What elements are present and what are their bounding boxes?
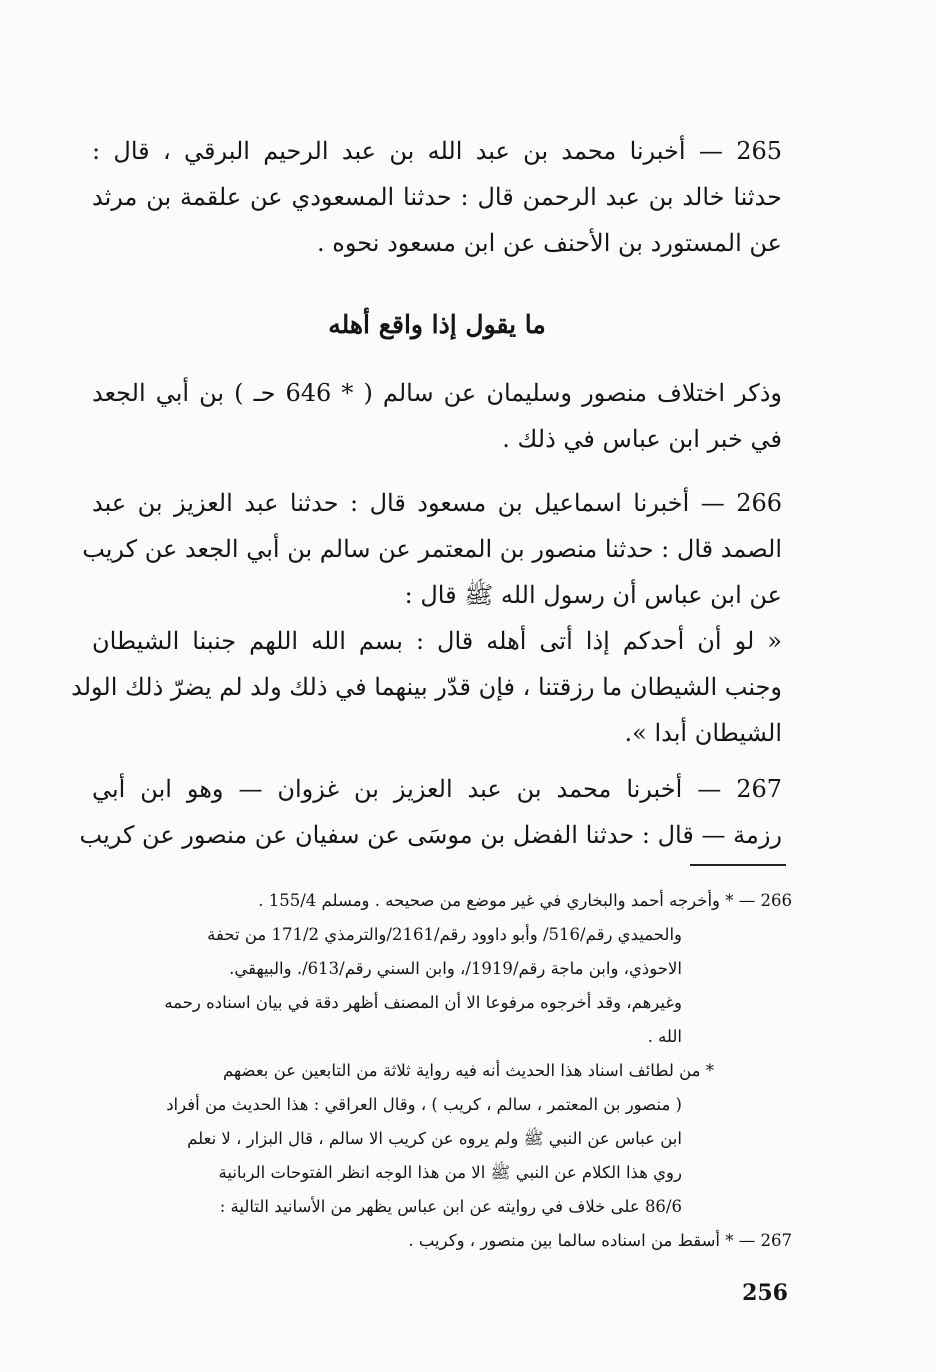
footnote-266-line: 266 — * وأخرجه أحمد والبخاري في غير موضع من صحيحه . ومسلم 155/4 . [258, 891, 792, 910]
chapter-intro-line: وذكر اختلاف منصور وسليمان عن سالم ( * 646 حـ ) بن أبي الجعد [92, 379, 782, 407]
footnotes [92, 884, 792, 1258]
chapter-intro-line: في خبر ابن عباس في ذلك . [502, 425, 782, 453]
hadith-266-line: « لو أن أحدكم إذا أتى أهله قال : بسم الله اللهم جنبنا الشيطان [92, 627, 782, 655]
hadith-266-line: عن ابن عباس أن رسول الله ﷺ قال : [404, 581, 782, 609]
footnote-266-line: الاحوذي، وابن ماجة رقم/1919/، وابن السني رقم/613/. والبيهقي. [229, 959, 682, 978]
footnote-note-line: روي هذا الكلام عن النبي ﷺ الا من هذا الوجه انظر الفتوحات الربانية [218, 1163, 682, 1182]
footnote-note-line: * من لطائف اسناد هذا الحديث أنه فيه رواية ثلاثة من التابعين عن بعضهم [222, 1061, 714, 1080]
footnote-note-line: ابن عباس عن النبي ﷺ ولم يروه عن كريب الا سالم ، قال البزار ، لا نعلم [187, 1129, 682, 1148]
footnote-266-line: وغيرهم، وقد أخرجوه مرفوعا الا أن المصنف أظهر دقة في بيان اسناده رحمه [164, 993, 682, 1012]
chapter-intro [92, 370, 782, 462]
page-number: 256 [742, 1280, 788, 1306]
footnote-note-line: 86/6 على خلاف في روايته عن ابن عباس يظهر من الأسانيد التالية : [219, 1197, 682, 1216]
chapter-heading: ما يقول إذا واقع أهله [328, 310, 546, 339]
footnote-note-line: ( منصور بن المعتمر ، سالم ، كريب ) ، وقال العراقي : هذا الحديث من أفراد [166, 1095, 682, 1114]
hadith-266-line: 266 — أخبرنا اسماعيل بن مسعود قال : حدثنا عبد العزيز بن عبد [92, 489, 782, 517]
footnote-separator [690, 864, 786, 866]
hadith-265-line: حدثنا خالد بن عبد الرحمن قال : حدثنا المسعودي عن علقمة بن مرثد [92, 183, 782, 211]
hadith-265 [92, 128, 782, 266]
footnote-266-line: والحميدي رقم/516/ وأبو داوود رقم/2161/والترمذي 171/2 من تحفة [207, 925, 682, 944]
hadith-266-line: الصمد قال : حدثنا منصور بن المعتمر عن سالم بن أبي الجعد عن كريب [82, 535, 782, 563]
hadith-267-line: رزمة — قال : حدثنا الفضل بن موسَى عن سفيان عن منصور عن كريب [79, 821, 782, 849]
hadith-266-line: وجنب الشيطان ما رزقتنا ، فإن قدّر بينهما في ذلك ولد لم يضرّ ذلك الولد [71, 673, 782, 701]
hadith-266 [71, 480, 782, 756]
hadith-267 [79, 766, 782, 858]
footnote-266-line: الله . [647, 1027, 682, 1046]
hadith-265-line: عن المستورد بن الأحنف عن ابن مسعود نحوه . [317, 229, 782, 257]
hadith-267-line: 267 — أخبرنا محمد بن عبد العزيز بن غزوان — وهو ابن أبي [92, 775, 782, 803]
hadith-265-line: 265 — أخبرنا محمد بن عبد الله بن عبد الرحيم البرقي ، قال : [92, 137, 782, 165]
footnote-267-line: 267 — * أسقط من اسناده سالما بين منصور ، وكريب . [408, 1231, 792, 1250]
hadith-266-line: الشيطان أبدا ». [624, 719, 782, 747]
